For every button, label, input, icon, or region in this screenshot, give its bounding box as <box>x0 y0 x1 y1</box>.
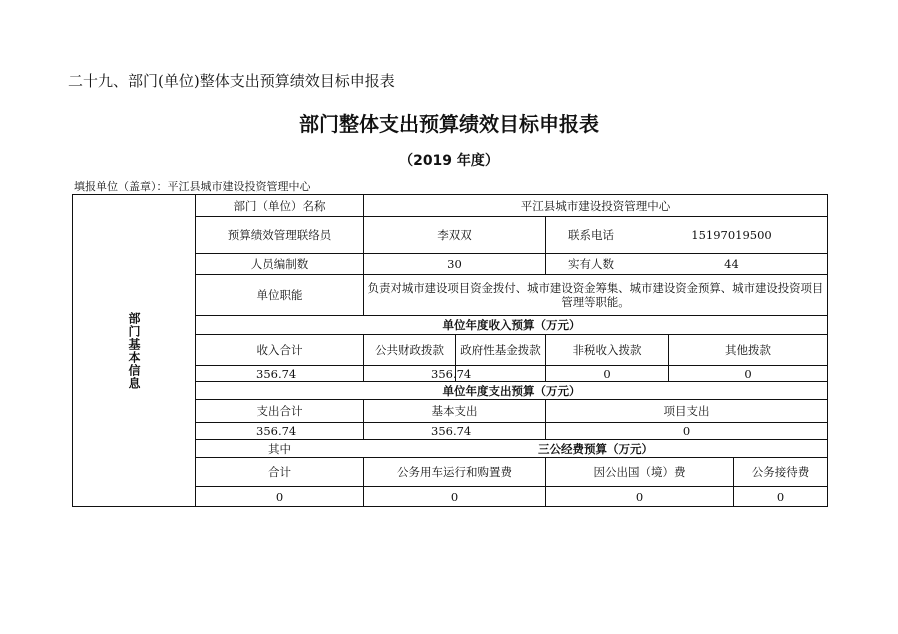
duty-label: 单位职能 <box>256 288 303 302</box>
duty-value: 负责对城市建设项目资金拨付、城市建设资金筹集、城市建设资金预算、城市建设投资项目管理等职能。 <box>367 281 824 309</box>
actual-staff-value: 44 <box>724 257 739 271</box>
budget-table <box>72 194 828 507</box>
vehicle-label: 公务用车运行和购置费 <box>397 465 512 479</box>
table-border <box>827 194 828 507</box>
nontax-label: 非税收入拨款 <box>572 343 642 357</box>
contact-value: 李双双 <box>437 228 472 242</box>
staff-quota-value: 30 <box>447 257 462 271</box>
other-label: 其他拨款 <box>725 343 771 357</box>
reception-label: 公务接待费 <box>751 465 810 479</box>
abroad-value: 0 <box>635 489 644 504</box>
actual-staff-label: 实有人数 <box>568 257 614 271</box>
public-finance-value: 356.74 <box>431 366 472 381</box>
basic-expense-label: 基本支出 <box>431 404 478 418</box>
expense-header: 单位年度支出预算（万元） <box>442 383 581 398</box>
year-subtitle: （2019 年度） <box>399 153 499 169</box>
contact-label: 预算绩效管理联络员 <box>227 228 332 242</box>
unit-name-label: 部门（单位）名称 <box>233 198 326 213</box>
three-public-header: 三公经费预算（万元） <box>538 441 653 456</box>
page-title: 部门整体支出预算绩效目标申报表 <box>299 112 599 136</box>
unit-name-value: 平江县城市建设投资管理中心 <box>520 198 671 213</box>
basic-expense-value: 356.74 <box>431 424 472 438</box>
tp-total-value: 0 <box>275 489 284 504</box>
project-expense-value: 0 <box>682 424 691 438</box>
vehicle-value: 0 <box>450 489 459 504</box>
expense-total-value: 356.74 <box>256 424 297 438</box>
tp-total-label: 合计 <box>268 465 291 479</box>
expense-total-label: 支出合计 <box>256 404 303 418</box>
phone-value: 15197019500 <box>691 228 772 242</box>
abroad-label: 因公出国（境）费 <box>593 465 686 479</box>
phone-label: 联系电话 <box>568 228 614 242</box>
other-value: 0 <box>744 366 752 381</box>
income-total-label: 收入合计 <box>256 343 303 357</box>
among-label: 其中 <box>268 441 291 456</box>
income-header: 单位年度收入预算（万元） <box>442 318 581 332</box>
filling-unit: 填报单位（盖章）：平江县城市建设投资管理中心 <box>74 180 311 193</box>
public-finance-label: 公共财政拨款 <box>375 343 444 357</box>
side-label: 部门基本信息 <box>127 311 141 390</box>
staff-quota-label: 人员编制数 <box>250 257 309 271</box>
project-expense-label: 项目支出 <box>663 404 710 418</box>
reception-value: 0 <box>776 489 785 504</box>
section-heading: 二十九、部门(单位)整体支出预算绩效目标申报表 <box>68 72 395 90</box>
income-total-value: 356.74 <box>256 366 297 381</box>
gov-fund-label: 政府性基金拨款 <box>460 343 541 357</box>
table-border <box>72 506 828 507</box>
nontax-value: 0 <box>603 366 611 381</box>
